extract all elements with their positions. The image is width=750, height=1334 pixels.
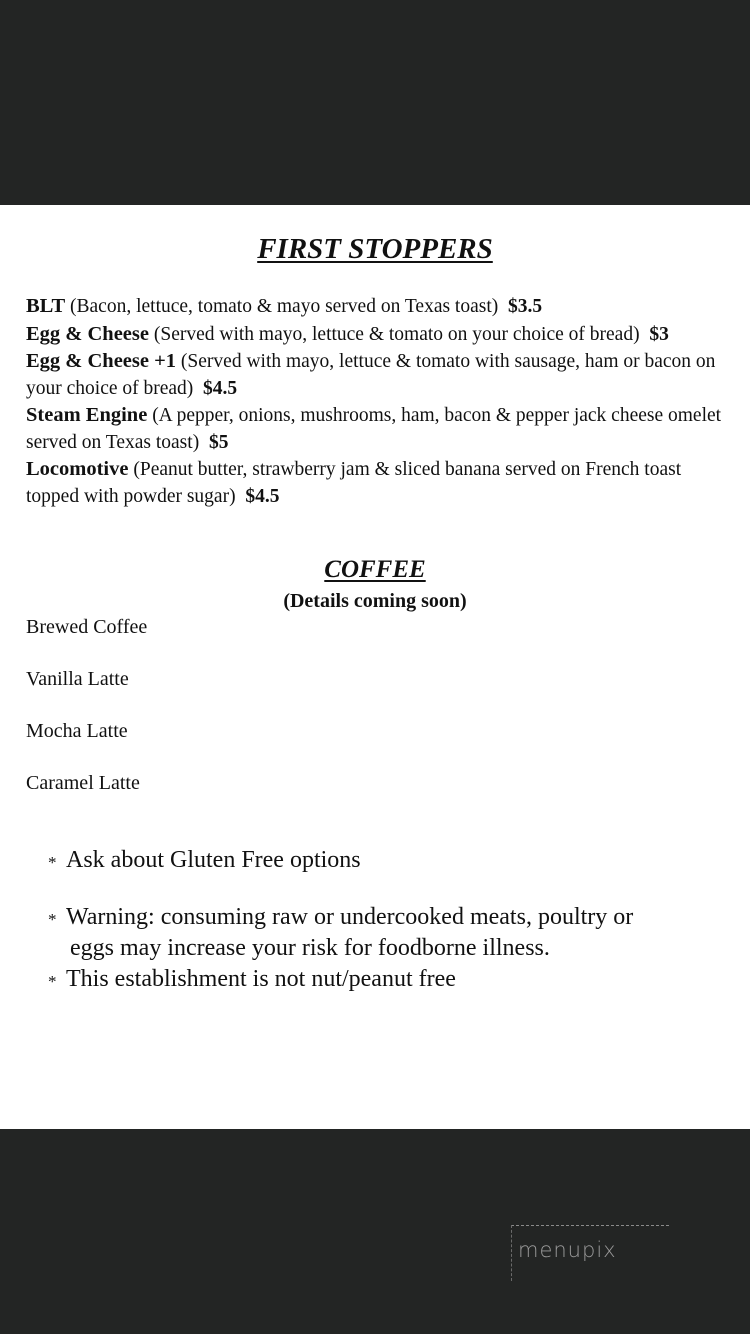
watermark-text: menupix <box>518 1238 617 1262</box>
note-gluten-free <box>48 845 633 876</box>
asterisk-icon: * <box>48 853 57 872</box>
coffee-subtitle: (Details coming soon) <box>283 590 467 612</box>
menu-item-blt <box>26 293 726 321</box>
note-warning <box>48 902 633 964</box>
menu-item-egg-cheese <box>26 321 726 349</box>
menu-item-locomotive <box>26 456 726 510</box>
item-price: $3.5 <box>508 296 543 317</box>
first-stoppers-list <box>26 293 726 510</box>
coffee-list <box>26 615 147 823</box>
coffee-item-mocha-latte: Mocha Latte <box>26 720 128 742</box>
notes <box>48 845 633 995</box>
menupix-watermark <box>511 1225 669 1281</box>
asterisk-icon: * <box>48 972 57 991</box>
item-name: Locomotive <box>26 458 129 480</box>
note-text-continuation: eggs may increase your risk for foodborne illness. <box>70 935 550 961</box>
menu-item-steam-engine <box>26 402 726 456</box>
note-text: Ask about Gluten Free options <box>66 847 361 873</box>
asterisk-icon: * <box>48 910 57 929</box>
menu-item-egg-cheese-plus-one <box>26 348 726 402</box>
section-title-first-stoppers: FIRST STOPPERS <box>257 233 493 265</box>
coffee-item-brewed: Brewed Coffee <box>26 616 148 638</box>
item-description: (Bacon, lettuce, tomato & mayo served on Texas toast) <box>70 296 499 317</box>
item-price: $5 <box>208 431 229 453</box>
note-text: Warning: consuming raw or undercooked meats, poultry or <box>66 904 634 930</box>
section-title-coffee: COFFEE <box>324 556 426 583</box>
item-price: $4.5 <box>203 377 238 399</box>
coffee-item-vanilla-latte: Vanilla Latte <box>26 668 129 690</box>
note-nut-free <box>48 964 633 995</box>
item-price: $4.5 <box>245 485 280 507</box>
top-dark-band <box>0 0 750 205</box>
note-text: This establishment is not nut/peanut free <box>66 966 456 992</box>
menu-page <box>0 205 750 1129</box>
item-price: $3 <box>649 323 669 345</box>
item-description: (Served with mayo, lettuce & tomato on your choice of bread) <box>153 323 640 345</box>
item-name: Egg & Cheese <box>26 322 149 345</box>
coffee-item-caramel-latte: Caramel Latte <box>26 772 140 794</box>
item-description: (Served with mayo, lettuce & tomato with sausage, ham or bacon on your choice of bread) <box>26 351 716 399</box>
item-description: (A pepper, onions, mushrooms, ham, bacon & pepper jack cheese omelet served on Texas toast) <box>26 405 722 453</box>
item-description: (Peanut butter, strawberry jam & sliced banana served on French toast topped with powder sugar) <box>26 459 682 507</box>
item-name: Steam Engine <box>26 404 148 426</box>
item-name: BLT <box>26 295 66 317</box>
item-name: Egg & Cheese +1 <box>26 350 177 372</box>
